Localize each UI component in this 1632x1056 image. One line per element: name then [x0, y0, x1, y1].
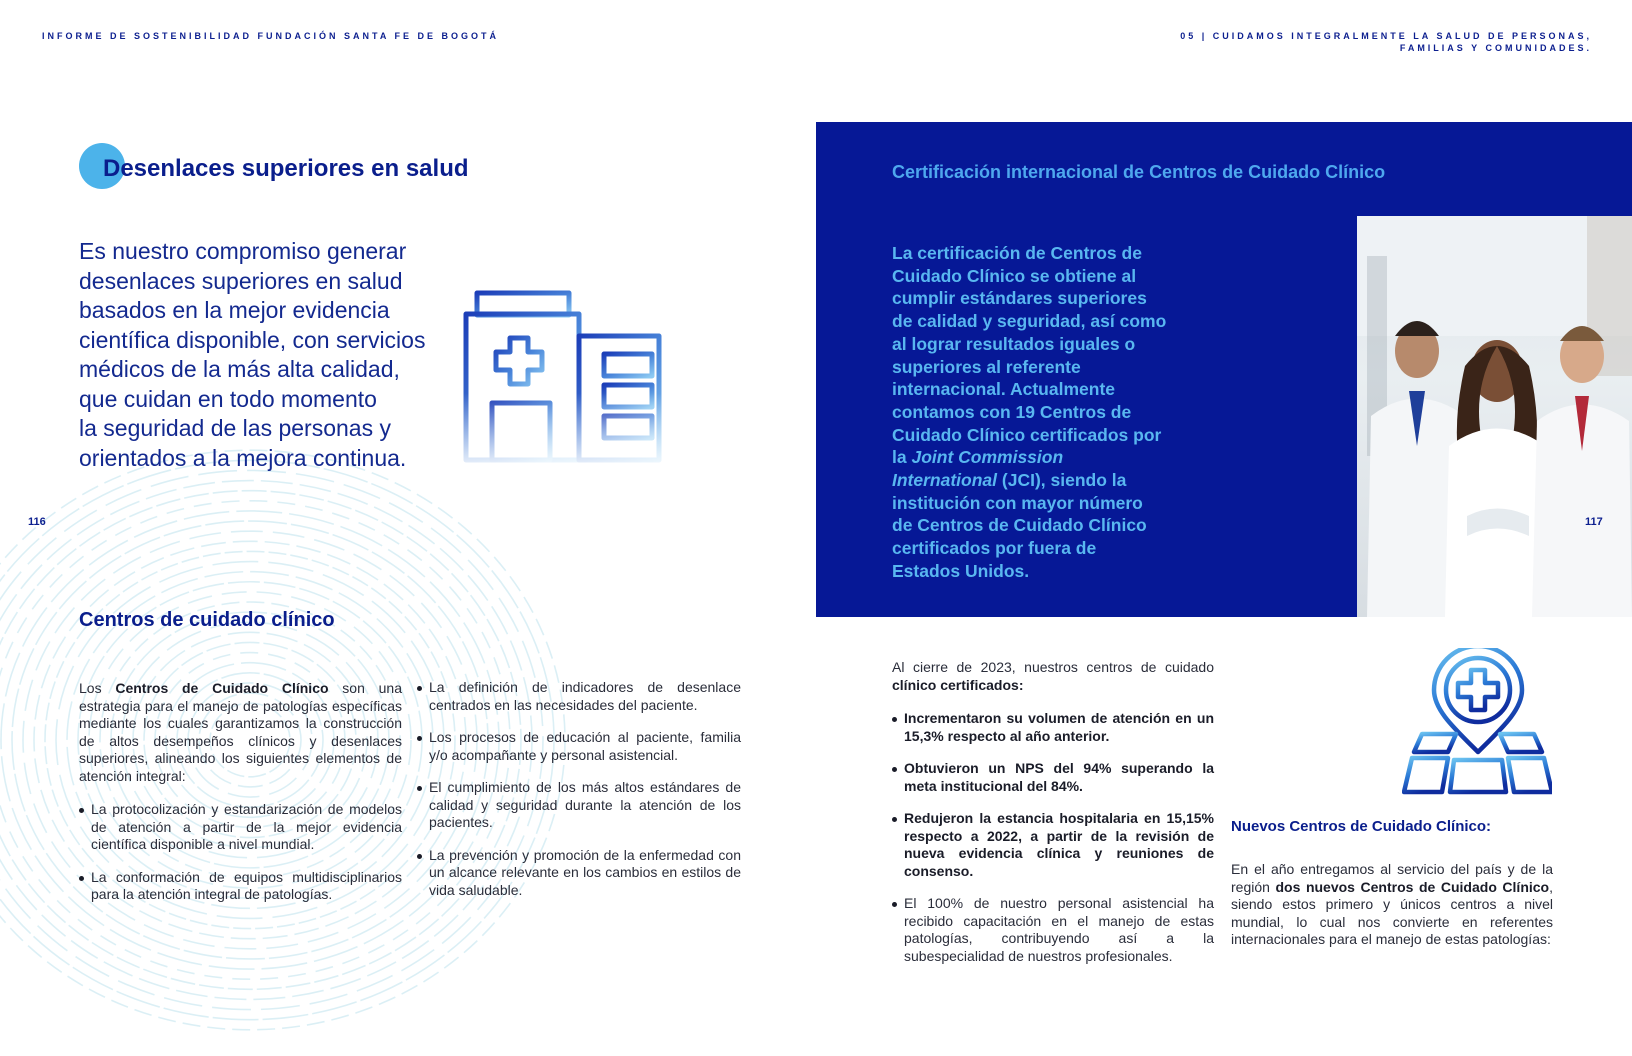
certification-text: La certificación de Centros de Cuidado Clínico se obtiene al cumplir estándares superiores de calidad y seguridad, así como al lograr resultados iguales o superiores al referente internacional. Actualmente contamos con 19 Centros de Cuidado Clínico certificados por la Joint Commission International (JCI), siendo la institución con mayor número de Centros de Cuidado Clínico certificados por fuera de Estados Unidos. [892, 243, 1167, 581]
bold-term: clínico certificados: [892, 676, 1024, 693]
intro-paragraph: Los Centros de Cuidado Clínico son una estrategia para el manejo de patologías específicas mediante los cuales garantizamos la construcción de altos desempeños clínicos y desenlaces superiores, alineando los siguientes elementos de atención integral: [79, 680, 402, 784]
bold-term: dos nuevos Centros de Cuidado Clínico [1275, 878, 1550, 895]
certification-title: Certificación internacional de Centros de Cuidado Clínico [892, 162, 1386, 182]
list-item: La conformación de equipos multidisciplinarios para la atención integral de patologías. [79, 869, 402, 904]
bold-term: Centros de Cuidado Clínico [115, 680, 329, 696]
results-intro: Al cierre de 2023, nuestros centros de cuidado clínico certificados: [892, 659, 1214, 693]
running-header-right-line2: FAMILIAS Y COMUNIDADES. [1399, 43, 1592, 53]
medical-location-pin-icon [1402, 648, 1552, 796]
list-item: La prevención y promoción de la enfermedad con un alcance relevante en los cambios en estilos de vida saludable. [417, 847, 741, 900]
intro-line: que cuidan en todo momento [79, 385, 377, 412]
list-item: Los procesos de educación al paciente, familia y/o acompañante y personal asistencial. [417, 729, 741, 764]
list-item: Redujeron la estancia hospitalaria en 15,15% respecto a 2022, a partir de la revisión de nueva evidencia clínica y reuniones de consenso. [892, 810, 1214, 880]
list-item: Incrementaron su volumen de atención en un 15,3% respecto al año anterior. [892, 710, 1214, 745]
page-number-right: 117 [1585, 516, 1603, 528]
left-column-1 [79, 680, 402, 919]
hospital-building-icon [460, 288, 665, 463]
new-centers-text: En el año entregamos al servicio del país y de la región dos nuevos Centros de Cuidado Clínico, siendo estos primero y únicos centros a nivel mundial, lo cual nos convierte en referentes internacionales para el manejo de estas patologías: [1231, 861, 1553, 947]
bullet-list [417, 679, 741, 899]
list-item: El cumplimiento de los más altos estándares de calidad y seguridad durante la atención de los pacientes. [417, 779, 741, 832]
running-header-left: INFORME DE SOSTENIBILIDAD FUNDACIÓN SANTA FE DE BOGOTÁ [42, 31, 500, 41]
medical-staff-photo [1357, 216, 1632, 617]
results-list [892, 710, 1214, 965]
intro-line: científica disponible, con servicios [79, 326, 426, 353]
bullet-list [79, 801, 402, 904]
italic-term: Joint Commission International [892, 447, 1064, 491]
intro-line: la seguridad de las personas y [79, 415, 391, 441]
intro-text [79, 237, 459, 473]
page-number-left: 116 [28, 516, 46, 528]
list-item: El 100% de nuestro personal asistencial ha recibido capacitación en el manejo de estas patologías, contribuyendo así a la subespecialidad de nuestros profesionales. [892, 895, 1214, 965]
intro-line: Es nuestro compromiso generar [79, 238, 407, 264]
list-item: La definición de indicadores de desenlace centrados en las necesidades del paciente. [417, 679, 741, 714]
intro-line: desenlaces superiores en salud [79, 267, 403, 294]
right-column-1 [892, 659, 1214, 980]
running-header-right-line1: 05 | CUIDAMOS INTEGRALMENTE LA SALUD DE PERSONAS, [1180, 31, 1592, 41]
left-column-2 [417, 679, 741, 914]
section-title: Centros de cuidado clínico [79, 609, 335, 631]
new-centers-title: Nuevos Centros de Cuidado Clínico: [1231, 818, 1492, 835]
running-header-right [1180, 30, 1592, 54]
list-item: Obtuvieron un NPS del 94% superando la meta institucional del 84%. [892, 760, 1214, 795]
intro-line: médicos de la más alta calidad, [79, 356, 400, 382]
page-title: Desenlaces superiores en salud [103, 155, 469, 182]
intro-line: basados en la mejor evidencia [79, 297, 390, 323]
list-item: La protocolización y estandarización de modelos de atención a partir de la mejor evidencia científica disponible a nivel mundial. [79, 801, 402, 854]
intro-line: orientados a la mejora continua. [79, 444, 407, 471]
